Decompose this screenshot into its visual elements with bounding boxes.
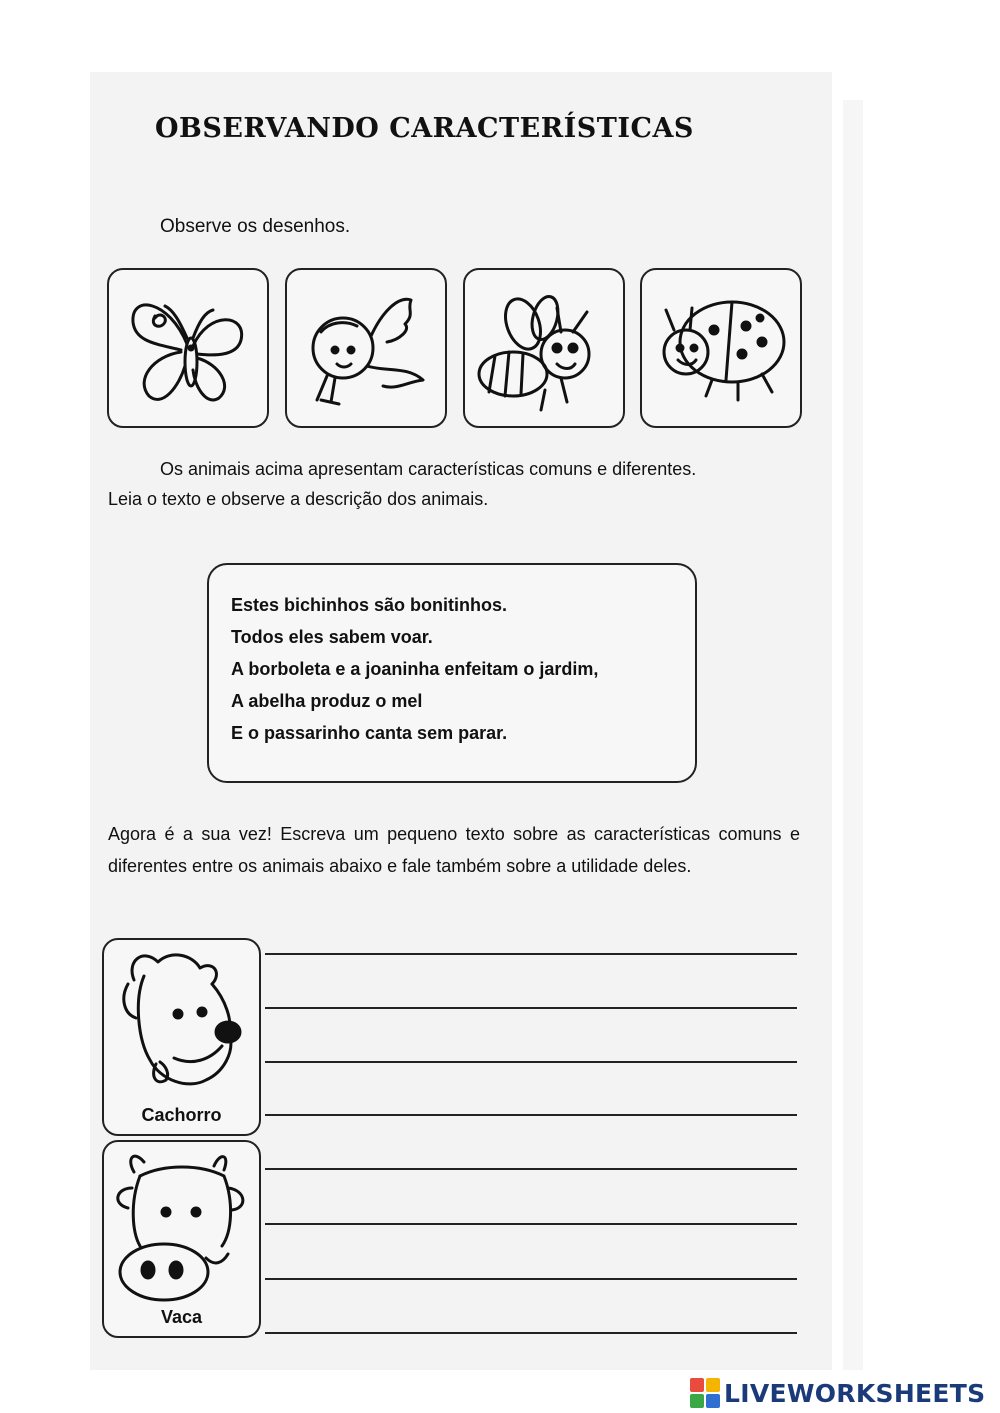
logo-square <box>706 1394 720 1408</box>
liveworksheets-logo <box>690 1376 985 1410</box>
poem-line: A borboleta e a joaninha enfeitam o jardim, <box>231 659 599 679</box>
poem-box <box>207 563 697 783</box>
logo-mark-icon <box>690 1378 720 1408</box>
poem-line: A abelha produz o mel <box>231 691 423 711</box>
writing-line[interactable] <box>265 1168 797 1170</box>
butterfly-icon <box>109 270 267 426</box>
ladybug-icon <box>642 270 800 426</box>
page-edge <box>843 100 863 1370</box>
writing-line[interactable] <box>265 1332 797 1334</box>
writing-line[interactable] <box>265 1007 797 1009</box>
logo-square <box>690 1394 704 1408</box>
writing-line[interactable] <box>265 1114 797 1116</box>
bee-icon <box>465 270 623 426</box>
drawing-joaninha <box>640 268 802 428</box>
writing-line[interactable] <box>265 1061 797 1063</box>
task-instruction: Agora é a sua vez! Escreva um pequeno texto sobre as características comuns e diferentes entre os animais abaixo e fale também sobre a utilidade deles. <box>108 824 800 876</box>
logo-text: LIVEWORKSHEETS <box>724 1378 986 1408</box>
animal-label: Cachorro <box>141 1105 222 1125</box>
writing-line[interactable] <box>265 1278 797 1280</box>
intro-paragraph <box>108 454 808 514</box>
drawing-passarinho <box>285 268 447 428</box>
logo-square <box>706 1378 720 1392</box>
animal-label: Vaca <box>160 1307 203 1327</box>
intro-line-1: Os animais acima apresentam características comuns e diferentes. <box>160 459 697 479</box>
drawing-abelha <box>463 268 625 428</box>
poem-line: Estes bichinhos são bonitinhos. <box>231 595 508 615</box>
intro-line-2: Leia o texto e observe a descrição dos animais. <box>108 489 489 509</box>
animal-card-cachorro <box>102 938 261 1136</box>
writing-line[interactable] <box>265 953 797 955</box>
logo-square <box>690 1378 704 1392</box>
poem-line: E o passarinho canta sem parar. <box>231 723 508 743</box>
instruction-text: Observe os desenhos. <box>160 216 351 237</box>
poem-lines <box>231 589 598 749</box>
bird-icon <box>287 270 445 426</box>
writing-line[interactable] <box>265 1223 797 1225</box>
worksheet-title: OBSERVANDO CARACTERÍSTICAS <box>155 113 694 144</box>
animal-card-vaca <box>102 1140 261 1338</box>
drawing-borboleta <box>107 268 269 428</box>
poem-line: Todos eles sabem voar. <box>231 627 433 647</box>
